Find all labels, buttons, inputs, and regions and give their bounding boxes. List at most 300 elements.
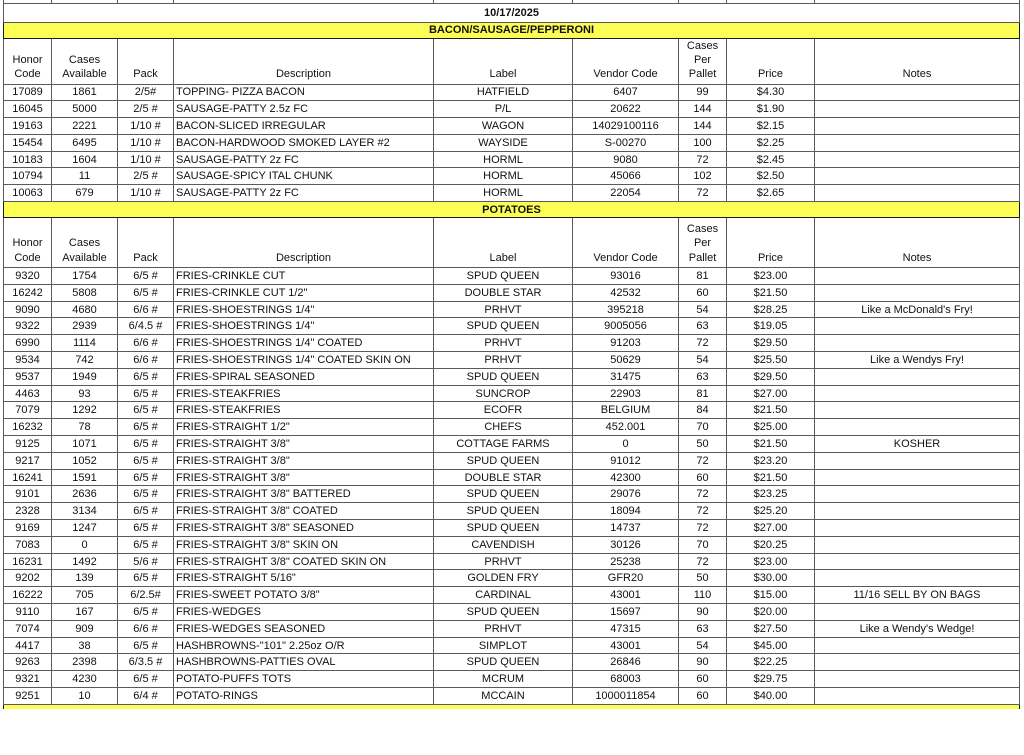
cell-label[interactable]: SPUD QUEEN — [434, 654, 573, 671]
cell-label[interactable]: SUNCROP — [434, 385, 573, 402]
cell-cases_per_pallet[interactable]: 60 — [679, 469, 727, 486]
cell-vendor_code[interactable]: 26846 — [573, 654, 679, 671]
cell-description[interactable]: FRIES-STRAIGHT 3/8" — [174, 469, 434, 486]
cell-cases_available[interactable]: 1492 — [52, 553, 118, 570]
cell-cases_available[interactable]: 38 — [52, 637, 118, 654]
cell-description[interactable]: FRIES-SHOESTRINGS 1/4" — [174, 301, 434, 318]
cell-notes[interactable] — [815, 385, 1020, 402]
cell-notes[interactable] — [815, 402, 1020, 419]
column-header-notes[interactable]: Notes — [815, 218, 1020, 268]
cell-vendor_code[interactable]: 6407 — [573, 84, 679, 101]
cell-label[interactable]: CARDINAL — [434, 587, 573, 604]
cell-cases_per_pallet[interactable]: 72 — [679, 520, 727, 537]
cell-honor_code[interactable]: 7083 — [4, 536, 52, 553]
cell-notes[interactable] — [815, 469, 1020, 486]
cell-description[interactable]: FRIES-STRAIGHT 3/8" COATED — [174, 503, 434, 520]
cell-notes[interactable] — [815, 368, 1020, 385]
cell-label[interactable]: SIMPLOT — [434, 637, 573, 654]
cell-description[interactable]: FRIES-CRINKLE CUT — [174, 268, 434, 285]
cell-honor_code[interactable]: 4417 — [4, 637, 52, 654]
cell-label[interactable]: WAGON — [434, 118, 573, 135]
cell-price[interactable]: $29.50 — [727, 335, 815, 352]
cell-notes[interactable] — [815, 503, 1020, 520]
cell-cases_available[interactable]: 0 — [52, 536, 118, 553]
cell-label[interactable]: SPUD QUEEN — [434, 452, 573, 469]
cell-cases_per_pallet[interactable]: 70 — [679, 536, 727, 553]
cell-vendor_code[interactable]: 43001 — [573, 587, 679, 604]
cell-notes[interactable] — [815, 134, 1020, 151]
cell-cases_available[interactable]: 1949 — [52, 368, 118, 385]
cell-cases_available[interactable]: 4230 — [52, 671, 118, 688]
column-header-cases_available[interactable]: Cases Available — [52, 218, 118, 268]
cell-pack[interactable]: 1/10 # — [118, 134, 174, 151]
cell-notes[interactable] — [815, 637, 1020, 654]
cell-cases_available[interactable]: 2398 — [52, 654, 118, 671]
cell-label[interactable]: PRHVT — [434, 352, 573, 369]
cell-cases_available[interactable]: 1604 — [52, 151, 118, 168]
cell-notes[interactable] — [815, 671, 1020, 688]
cell-notes[interactable]: Like a Wendys Fry! — [815, 352, 1020, 369]
cell-vendor_code[interactable]: 42532 — [573, 284, 679, 301]
cell-notes[interactable] — [815, 101, 1020, 118]
cell-cases_per_pallet[interactable]: 60 — [679, 284, 727, 301]
cell-description[interactable]: HASHBROWNS-PATTIES OVAL — [174, 654, 434, 671]
cell-notes[interactable] — [815, 185, 1020, 202]
cell-description[interactable]: FRIES-STEAKFRIES — [174, 385, 434, 402]
cell-cases_available[interactable]: 1754 — [52, 268, 118, 285]
cell-notes[interactable] — [815, 536, 1020, 553]
cell-label[interactable]: SPUD QUEEN — [434, 520, 573, 537]
cell-description[interactable]: FRIES-SWEET POTATO 3/8" — [174, 587, 434, 604]
cell-vendor_code[interactable]: 47315 — [573, 620, 679, 637]
cell-label[interactable]: PRHVT — [434, 553, 573, 570]
cell-cases_per_pallet[interactable]: 144 — [679, 101, 727, 118]
cell-description[interactable]: FRIES-CRINKLE CUT 1/2" — [174, 284, 434, 301]
column-header-honor_code[interactable]: Honor Code — [4, 38, 52, 84]
cell-pack[interactable]: 6/2.5# — [118, 587, 174, 604]
cell-description[interactable]: BACON-HARDWOOD SMOKED LAYER #2 — [174, 134, 434, 151]
cell-honor_code[interactable]: 16045 — [4, 101, 52, 118]
cell-price[interactable]: $23.25 — [727, 486, 815, 503]
cell-cases_available[interactable]: 742 — [52, 352, 118, 369]
cell-label[interactable]: PRHVT — [434, 620, 573, 637]
cell-honor_code[interactable]: 19163 — [4, 118, 52, 135]
cell-cases_per_pallet[interactable]: 72 — [679, 486, 727, 503]
cell-cases_per_pallet[interactable]: 63 — [679, 620, 727, 637]
cell-cases_per_pallet[interactable]: 100 — [679, 134, 727, 151]
cell-cases_available[interactable]: 3134 — [52, 503, 118, 520]
cell-description[interactable]: HASHBROWNS-"101" 2.25oz O/R — [174, 637, 434, 654]
cell-notes[interactable] — [815, 151, 1020, 168]
cell-honor_code[interactable]: 10063 — [4, 185, 52, 202]
cell-vendor_code[interactable]: 91012 — [573, 452, 679, 469]
cell-label[interactable]: WAYSIDE — [434, 134, 573, 151]
cell-notes[interactable] — [815, 520, 1020, 537]
cell-price[interactable]: $27.50 — [727, 620, 815, 637]
cell-cases_per_pallet[interactable]: 72 — [679, 151, 727, 168]
cell-pack[interactable]: 6/6 # — [118, 620, 174, 637]
cell-vendor_code[interactable]: 31475 — [573, 368, 679, 385]
cell-pack[interactable]: 6/3.5 # — [118, 654, 174, 671]
cell-honor_code[interactable]: 16242 — [4, 284, 52, 301]
cell-cases_available[interactable]: 93 — [52, 385, 118, 402]
cell-cases_per_pallet[interactable]: 84 — [679, 402, 727, 419]
cell-description[interactable]: FRIES-SHOESTRINGS 1/4" COATED — [174, 335, 434, 352]
cell-label[interactable]: PRHVT — [434, 335, 573, 352]
column-header-description[interactable]: Description — [174, 218, 434, 268]
cell-label[interactable]: CAVENDISH — [434, 536, 573, 553]
cell-honor_code[interactable]: 9202 — [4, 570, 52, 587]
cell-price[interactable]: $29.75 — [727, 671, 815, 688]
cell-pack[interactable]: 6/6 # — [118, 335, 174, 352]
column-header-notes[interactable]: Notes — [815, 38, 1020, 84]
cell-cases_available[interactable]: 167 — [52, 604, 118, 621]
column-header-price[interactable]: Price — [727, 218, 815, 268]
cell-description[interactable]: SAUSAGE-PATTY 2z FC — [174, 185, 434, 202]
cell-price[interactable]: $2.50 — [727, 168, 815, 185]
cell-cases_per_pallet[interactable]: 72 — [679, 335, 727, 352]
cell-cases_per_pallet[interactable]: 110 — [679, 587, 727, 604]
cell-notes[interactable] — [815, 688, 1020, 705]
cell-honor_code[interactable]: 9090 — [4, 301, 52, 318]
cell-honor_code[interactable]: 9322 — [4, 318, 52, 335]
cell-vendor_code[interactable]: 42300 — [573, 469, 679, 486]
cell-price[interactable]: $19.05 — [727, 318, 815, 335]
cell-cases_per_pallet[interactable]: 99 — [679, 84, 727, 101]
cell-vendor_code[interactable]: 9005056 — [573, 318, 679, 335]
cell-honor_code[interactable]: 15454 — [4, 134, 52, 151]
cell-notes[interactable] — [815, 654, 1020, 671]
cell-cases_available[interactable]: 705 — [52, 587, 118, 604]
cell-pack[interactable]: 5/6 # — [118, 553, 174, 570]
cell-vendor_code[interactable]: 22054 — [573, 185, 679, 202]
cell-notes[interactable] — [815, 452, 1020, 469]
cell-price[interactable]: $1.90 — [727, 101, 815, 118]
cell-pack[interactable]: 2/5 # — [118, 168, 174, 185]
cell-label[interactable]: P/L — [434, 101, 573, 118]
cell-label[interactable]: SPUD QUEEN — [434, 318, 573, 335]
cell-pack[interactable]: 6/5 # — [118, 419, 174, 436]
cell-price[interactable]: $2.15 — [727, 118, 815, 135]
cell-honor_code[interactable]: 16241 — [4, 469, 52, 486]
cell-notes[interactable]: KOSHER — [815, 436, 1020, 453]
cell-vendor_code[interactable]: 45066 — [573, 168, 679, 185]
cell-honor_code[interactable]: 10794 — [4, 168, 52, 185]
cell-vendor_code[interactable]: 9080 — [573, 151, 679, 168]
cell-price[interactable]: $30.00 — [727, 570, 815, 587]
cell-cases_per_pallet[interactable]: 60 — [679, 688, 727, 705]
cell-pack[interactable]: 6/5 # — [118, 637, 174, 654]
column-header-honor_code[interactable]: Honor Code — [4, 218, 52, 268]
cell-cases_available[interactable]: 5000 — [52, 101, 118, 118]
cell-notes[interactable] — [815, 553, 1020, 570]
cell-vendor_code[interactable]: 30126 — [573, 536, 679, 553]
cell-vendor_code[interactable]: 43001 — [573, 637, 679, 654]
cell-description[interactable]: FRIES-STRAIGHT 1/2" — [174, 419, 434, 436]
cell-price[interactable]: $28.25 — [727, 301, 815, 318]
cell-pack[interactable]: 6/5 # — [118, 469, 174, 486]
cell-cases_available[interactable]: 1292 — [52, 402, 118, 419]
cell-vendor_code[interactable]: 93016 — [573, 268, 679, 285]
cell-cases_available[interactable]: 679 — [52, 185, 118, 202]
cell-cases_available[interactable]: 1071 — [52, 436, 118, 453]
cell-cases_available[interactable]: 1247 — [52, 520, 118, 537]
cell-label[interactable]: COTTAGE FARMS — [434, 436, 573, 453]
cell-pack[interactable]: 1/10 # — [118, 118, 174, 135]
cell-description[interactable]: FRIES-STRAIGHT 5/16" — [174, 570, 434, 587]
cell-label[interactable]: MCCAIN — [434, 688, 573, 705]
column-header-price[interactable]: Price — [727, 38, 815, 84]
cell-cases_per_pallet[interactable]: 72 — [679, 503, 727, 520]
cell-pack[interactable]: 6/5 # — [118, 604, 174, 621]
cell-pack[interactable]: 6/5 # — [118, 436, 174, 453]
cell-price[interactable]: $45.00 — [727, 637, 815, 654]
cell-pack[interactable]: 6/5 # — [118, 503, 174, 520]
cell-cases_available[interactable]: 78 — [52, 419, 118, 436]
cell-honor_code[interactable]: 9217 — [4, 452, 52, 469]
section-title[interactable]: POTATOES — [4, 202, 1020, 218]
cell-notes[interactable] — [815, 604, 1020, 621]
cell-pack[interactable]: 6/5 # — [118, 486, 174, 503]
cell-price[interactable]: $23.00 — [727, 268, 815, 285]
cell-price[interactable]: $27.00 — [727, 520, 815, 537]
cell-pack[interactable]: 6/5 # — [118, 452, 174, 469]
cell-cases_per_pallet[interactable]: 54 — [679, 637, 727, 654]
cell-pack[interactable]: 6/4 # — [118, 688, 174, 705]
cell-notes[interactable] — [815, 570, 1020, 587]
cell-label[interactable]: PRHVT — [434, 301, 573, 318]
cell-label[interactable]: HORML — [434, 185, 573, 202]
cell-price[interactable]: $2.25 — [727, 134, 815, 151]
cell-label[interactable]: SPUD QUEEN — [434, 268, 573, 285]
cell-cases_per_pallet[interactable]: 90 — [679, 654, 727, 671]
cell-vendor_code[interactable]: BELGIUM — [573, 402, 679, 419]
cell-description[interactable]: FRIES-STEAKFRIES — [174, 402, 434, 419]
cell-honor_code[interactable]: 9101 — [4, 486, 52, 503]
cell-cases_available[interactable]: 2939 — [52, 318, 118, 335]
cell-cases_per_pallet[interactable]: 81 — [679, 385, 727, 402]
column-header-vendor_code[interactable]: Vendor Code — [573, 38, 679, 84]
cell-cases_available[interactable]: 11 — [52, 168, 118, 185]
cell-vendor_code[interactable]: GFR20 — [573, 570, 679, 587]
cell-description[interactable]: FRIES-STRAIGHT 3/8" COATED SKIN ON — [174, 553, 434, 570]
cell-vendor_code[interactable]: 68003 — [573, 671, 679, 688]
cell-vendor_code[interactable]: 0 — [573, 436, 679, 453]
cell-price[interactable]: $21.50 — [727, 402, 815, 419]
cell-label[interactable]: DOUBLE STAR — [434, 284, 573, 301]
cell-pack[interactable]: 6/4.5 # — [118, 318, 174, 335]
cell-label[interactable]: ECOFR — [434, 402, 573, 419]
cell-notes[interactable] — [815, 419, 1020, 436]
cell-price[interactable]: $20.25 — [727, 536, 815, 553]
cell-cases_per_pallet[interactable]: 90 — [679, 604, 727, 621]
cell-description[interactable]: SAUSAGE-SPICY ITAL CHUNK — [174, 168, 434, 185]
cell-price[interactable]: $23.00 — [727, 553, 815, 570]
cell-cases_per_pallet[interactable]: 81 — [679, 268, 727, 285]
cell-honor_code[interactable]: 7074 — [4, 620, 52, 637]
cell-label[interactable]: HORML — [434, 168, 573, 185]
cell-notes[interactable] — [815, 118, 1020, 135]
cell-vendor_code[interactable]: 18094 — [573, 503, 679, 520]
cell-cases_available[interactable]: 909 — [52, 620, 118, 637]
date-header[interactable]: 10/17/2025 — [4, 3, 1020, 22]
cell-pack[interactable]: 6/6 # — [118, 301, 174, 318]
cell-description[interactable]: FRIES-SHOESTRINGS 1/4" COATED SKIN ON — [174, 352, 434, 369]
cell-price[interactable]: $2.65 — [727, 185, 815, 202]
cell-price[interactable]: $15.00 — [727, 587, 815, 604]
cell-label[interactable]: SPUD QUEEN — [434, 486, 573, 503]
cell-cases_per_pallet[interactable]: 63 — [679, 368, 727, 385]
cell-label[interactable]: CHEFS — [434, 419, 573, 436]
cell-description[interactable]: FRIES-STRAIGHT 3/8" — [174, 452, 434, 469]
section-title[interactable]: BACON/SAUSAGE/PEPPERONI — [4, 22, 1020, 38]
cell-price[interactable]: $2.45 — [727, 151, 815, 168]
cell-pack[interactable]: 2/5 # — [118, 101, 174, 118]
cell-cases_available[interactable]: 1114 — [52, 335, 118, 352]
cell-cases_available[interactable]: 1861 — [52, 84, 118, 101]
cell-pack[interactable]: 6/5 # — [118, 284, 174, 301]
cell-cases_available[interactable]: 6495 — [52, 134, 118, 151]
cell-cases_available[interactable]: 2636 — [52, 486, 118, 503]
cell-honor_code[interactable]: 16232 — [4, 419, 52, 436]
cell-vendor_code[interactable]: 50629 — [573, 352, 679, 369]
cell-pack[interactable]: 6/5 # — [118, 536, 174, 553]
cell-cases_per_pallet[interactable]: 72 — [679, 452, 727, 469]
cell-cases_per_pallet[interactable]: 72 — [679, 553, 727, 570]
cell-notes[interactable] — [815, 84, 1020, 101]
cell-vendor_code[interactable]: 20622 — [573, 101, 679, 118]
cell-description[interactable]: FRIES-SPIRAL SEASONED — [174, 368, 434, 385]
cell-honor_code[interactable]: 9263 — [4, 654, 52, 671]
cell-description[interactable]: POTATO-PUFFS TOTS — [174, 671, 434, 688]
column-header-pack[interactable]: Pack — [118, 38, 174, 84]
cell-cases_available[interactable]: 139 — [52, 570, 118, 587]
cell-label[interactable]: MCRUM — [434, 671, 573, 688]
cell-price[interactable]: $22.25 — [727, 654, 815, 671]
cell-description[interactable]: FRIES-STRAIGHT 3/8" SEASONED — [174, 520, 434, 537]
cell-honor_code[interactable]: 9321 — [4, 671, 52, 688]
column-header-cases_per_pallet[interactable]: Cases Per Pallet — [679, 218, 727, 268]
cell-honor_code[interactable]: 9537 — [4, 368, 52, 385]
cell-price[interactable]: $21.50 — [727, 469, 815, 486]
cell-vendor_code[interactable]: 1000011854 — [573, 688, 679, 705]
cell-cases_per_pallet[interactable]: 102 — [679, 168, 727, 185]
column-header-vendor_code[interactable]: Vendor Code — [573, 218, 679, 268]
cell-price[interactable]: $25.50 — [727, 352, 815, 369]
cell-pack[interactable]: 6/5 # — [118, 385, 174, 402]
cell-pack[interactable]: 1/10 # — [118, 151, 174, 168]
cell-cases_available[interactable]: 5808 — [52, 284, 118, 301]
column-header-pack[interactable]: Pack — [118, 218, 174, 268]
cell-pack[interactable]: 2/5# — [118, 84, 174, 101]
cell-cases_available[interactable]: 1052 — [52, 452, 118, 469]
cell-honor_code[interactable]: 6990 — [4, 335, 52, 352]
cell-honor_code[interactable]: 4463 — [4, 385, 52, 402]
cell-description[interactable]: SAUSAGE-PATTY 2z FC — [174, 151, 434, 168]
cell-description[interactable]: POTATO-RINGS — [174, 688, 434, 705]
cell-pack[interactable]: 1/10 # — [118, 185, 174, 202]
cell-honor_code[interactable]: 9534 — [4, 352, 52, 369]
cell-honor_code[interactable]: 17089 — [4, 84, 52, 101]
cell-vendor_code[interactable]: 91203 — [573, 335, 679, 352]
cell-honor_code[interactable]: 9110 — [4, 604, 52, 621]
cell-price[interactable]: $25.00 — [727, 419, 815, 436]
cell-description[interactable]: FRIES-WEDGES — [174, 604, 434, 621]
cell-description[interactable]: FRIES-STRAIGHT 3/8" SKIN ON — [174, 536, 434, 553]
cell-cases_per_pallet[interactable]: 54 — [679, 352, 727, 369]
cell-cases_per_pallet[interactable]: 60 — [679, 671, 727, 688]
cell-vendor_code[interactable]: 395218 — [573, 301, 679, 318]
cell-notes[interactable]: 11/16 SELL BY ON BAGS — [815, 587, 1020, 604]
cell-label[interactable]: SPUD QUEEN — [434, 368, 573, 385]
cell-price[interactable]: $27.00 — [727, 385, 815, 402]
cell-label[interactable]: HATFIELD — [434, 84, 573, 101]
cell-honor_code[interactable]: 9125 — [4, 436, 52, 453]
cell-notes[interactable] — [815, 284, 1020, 301]
cell-notes[interactable] — [815, 335, 1020, 352]
cell-pack[interactable]: 6/5 # — [118, 402, 174, 419]
cell-honor_code[interactable]: 9169 — [4, 520, 52, 537]
column-header-cases_per_pallet[interactable]: Cases Per Pallet — [679, 38, 727, 84]
cell-cases_available[interactable]: 2221 — [52, 118, 118, 135]
cell-pack[interactable]: 6/5 # — [118, 268, 174, 285]
cell-label[interactable]: SPUD QUEEN — [434, 604, 573, 621]
cell-pack[interactable]: 6/5 # — [118, 671, 174, 688]
cell-cases_per_pallet[interactable]: 54 — [679, 301, 727, 318]
cell-cases_per_pallet[interactable]: 50 — [679, 436, 727, 453]
cell-cases_available[interactable]: 1591 — [52, 469, 118, 486]
cell-cases_per_pallet[interactable]: 72 — [679, 185, 727, 202]
cell-vendor_code[interactable]: 14029100116 — [573, 118, 679, 135]
cell-price[interactable]: $21.50 — [727, 436, 815, 453]
cell-pack[interactable]: 6/6 # — [118, 352, 174, 369]
cell-pack[interactable]: 6/5 # — [118, 520, 174, 537]
cell-price[interactable]: $25.20 — [727, 503, 815, 520]
cell-description[interactable]: FRIES-STRAIGHT 3/8" — [174, 436, 434, 453]
cell-honor_code[interactable]: 9251 — [4, 688, 52, 705]
cell-pack[interactable]: 6/5 # — [118, 368, 174, 385]
cell-notes[interactable]: Like a Wendy's Wedge! — [815, 620, 1020, 637]
column-header-cases_available[interactable]: Cases Available — [52, 38, 118, 84]
cell-description[interactable]: TOPPING- PIZZA BACON — [174, 84, 434, 101]
cell-notes[interactable] — [815, 268, 1020, 285]
cell-notes[interactable] — [815, 168, 1020, 185]
cell-description[interactable]: SAUSAGE-PATTY 2.5z FC — [174, 101, 434, 118]
cell-vendor_code[interactable]: 25238 — [573, 553, 679, 570]
cell-vendor_code[interactable]: 452.001 — [573, 419, 679, 436]
cell-cases_per_pallet[interactable]: 63 — [679, 318, 727, 335]
cell-cases_per_pallet[interactable]: 144 — [679, 118, 727, 135]
cell-notes[interactable] — [815, 318, 1020, 335]
cell-description[interactable]: FRIES-WEDGES SEASONED — [174, 620, 434, 637]
cell-price[interactable]: $23.20 — [727, 452, 815, 469]
cell-price[interactable]: $4.30 — [727, 84, 815, 101]
cell-cases_available[interactable]: 10 — [52, 688, 118, 705]
cell-honor_code[interactable]: 9320 — [4, 268, 52, 285]
cell-label[interactable]: DOUBLE STAR — [434, 469, 573, 486]
cell-cases_available[interactable]: 4680 — [52, 301, 118, 318]
cell-cases_per_pallet[interactable]: 50 — [679, 570, 727, 587]
cell-cases_per_pallet[interactable]: 70 — [679, 419, 727, 436]
cell-vendor_code[interactable]: S-00270 — [573, 134, 679, 151]
cell-price[interactable]: $20.00 — [727, 604, 815, 621]
cell-pack[interactable]: 6/5 # — [118, 570, 174, 587]
cell-vendor_code[interactable]: 22903 — [573, 385, 679, 402]
cell-honor_code[interactable]: 16231 — [4, 553, 52, 570]
cell-description[interactable]: FRIES-SHOESTRINGS 1/4" — [174, 318, 434, 335]
cell-label[interactable]: HORML — [434, 151, 573, 168]
cell-notes[interactable] — [815, 486, 1020, 503]
